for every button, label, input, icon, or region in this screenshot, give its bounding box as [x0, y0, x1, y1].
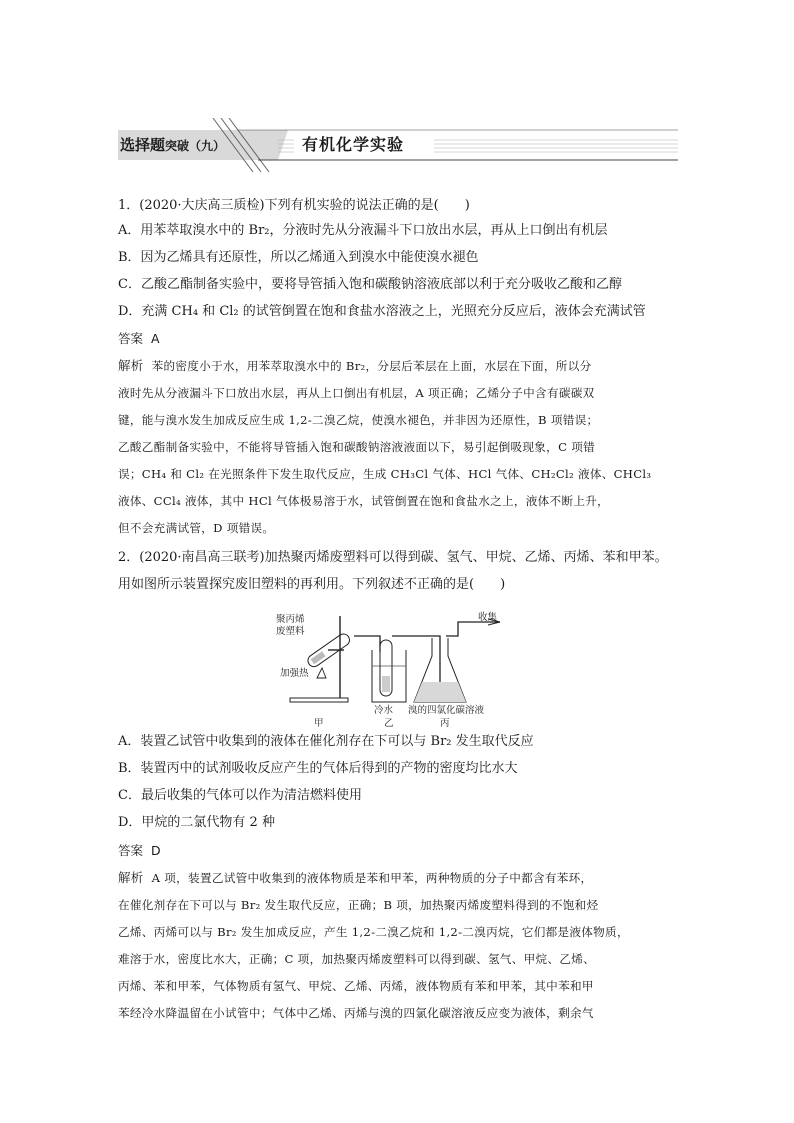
q2-option-c: C．最后收集的气体可以作为清洁燃料使用	[118, 788, 362, 803]
banner-tag-main: 选择题	[120, 136, 166, 154]
label-bromine: 溴的四氯化碳溶液	[408, 705, 485, 716]
apparatus-figure	[262, 610, 532, 728]
q1-explain-line-7: 但不会充满试管，D 项错误。	[118, 521, 275, 535]
q1-option-b: B．因为乙烯具有还原性，所以乙烯通入到溴水中能使溴水褪色	[118, 250, 479, 265]
q1-explain-line-6: 液体、CCl₄ 液体，其中 HCl 气体极易溶于水，试管倒置在饱和食盐水之上，液体不断上升，	[118, 494, 610, 508]
label-jia: 甲	[314, 718, 324, 728]
q2-explain-line-1	[118, 869, 592, 887]
flame	[317, 668, 326, 678]
q1-answer	[118, 330, 160, 348]
q2-explain-text-1: A 项，装置乙试管中收集到的液体物质是苯和甲苯，两种物质的分子中都含有苯环，	[151, 871, 593, 885]
label-bing: 丙	[440, 718, 450, 728]
q1-explain-line-2: 液时先从分液漏斗下口放出水层，再从上口倒出有机层，A 项正确；乙烯分子中含有碳碳双	[118, 386, 595, 400]
q1-answer-value: A	[151, 331, 160, 346]
q1-answer-label: 答案	[118, 331, 144, 346]
q1-explain-line-1	[118, 357, 592, 375]
label-yi: 乙	[384, 718, 394, 728]
q1-option-c: C．乙酸乙酯制备实验中，要将导管插入饱和碳酸钠溶液底部以利于充分吸收乙酸和乙醇	[118, 277, 622, 292]
label-heat: 加强热	[280, 668, 309, 679]
label-collect: 收集	[478, 612, 498, 623]
q1-option-d: D．充满 CH₄ 和 Cl₂ 的试管倒置在饱和食盐水溶液之上，光照充分反应后，液体会充满试管	[118, 304, 646, 319]
q2-answer-label: 答案	[118, 843, 144, 858]
q2-explain-line-3: 乙烯、丙烯可以与 Br₂ 发生加成反应，产生 1,2-二溴乙烷和 1,2-二溴丙烷，它们都是液体物质，	[118, 925, 629, 939]
banner-tag	[118, 130, 231, 160]
stand-base	[290, 698, 348, 702]
bromine-solution	[414, 682, 466, 702]
q1-explain-text-1: 苯的密度小于水，用苯萃取溴水中的 Br₂，分层后苯层在上面，水层在下面，所以分	[151, 359, 592, 373]
q2-answer	[118, 842, 161, 860]
q2-option-a: A．装置乙试管中收集到的液体在催化剂存在下可以与 Br₂ 发生取代反应	[118, 734, 534, 749]
q2-option-b: B．装置丙中的试剂吸收反应产生的气体后得到的产物的密度均比水大	[118, 761, 518, 776]
q1-explain-line-4: 乙酸乙酯制备实验中，不能将导管插入饱和碳酸钠溶液液面以下，易引起倒吸现象，C 项错	[118, 440, 596, 454]
q2-stem-line-1: 2．(2020·南昌高三联考)加热聚丙烯废塑料可以得到碳、氢气、甲烷、乙烯、丙烯、苯和甲苯。	[118, 550, 668, 565]
q2-explain-line-4: 难溶于水，密度比水大，正确；C 项，加热聚丙烯废塑料可以得到碳、氢气、甲烷、乙烯、	[118, 952, 596, 966]
page-title: 有机化学实验	[302, 135, 405, 154]
delivery-tube-1	[354, 636, 380, 652]
q2-explain-line-5: 丙烯、苯和甲苯，气体物质有氢气、甲烷、乙烯、丙烯，液体物质有苯和甲苯，其中苯和甲	[118, 979, 594, 993]
q1-option-a: A．用苯萃取溴水中的 Br₂，分液时先从分液漏斗下口放出水层，再从上口倒出有机层	[118, 223, 608, 238]
q2-stem-line-2: 用如图所示装置探究废旧塑料的再利用。下列叙述不正确的是( )	[118, 577, 506, 592]
q1-explain-line-3: 键，能与溴水发生加成反应生成 1,2-二溴乙烷，使溴水褪色，并非因为还原性，B 项错误；	[118, 413, 599, 427]
label-cold-water: 冷水	[374, 705, 394, 716]
q2-explain-line-6: 苯经冷水降温留在小试管中；气体中乙烯、丙烯与溴的四氯化碳溶液反应变为液体，剩余气	[118, 1006, 594, 1020]
section-banner	[118, 118, 678, 172]
q2-option-d: D．甲烷的二氯代物有 2 种	[118, 815, 275, 830]
q2-explain-line-2: 在催化剂存在下可以与 Br₂ 发生取代反应，正确；B 项，加热聚丙烯废塑料得到的不饱和烃	[118, 898, 599, 912]
q2-answer-value: D	[151, 843, 161, 858]
q1-explain-line-5: 误；CH₄ 和 Cl₂ 在光照条件下发生取代反应，生成 CH₃Cl 气体、HCl 气体、CH₂Cl₂ 液体、CHCl₃	[118, 467, 652, 481]
q2-explain-label: 解析	[118, 870, 144, 885]
delivery-tube-2	[392, 636, 440, 690]
q1-stem: 1．(2020·大庆高三质检)下列有机实验的说法正确的是( )	[118, 198, 470, 213]
q1-explain-label: 解析	[118, 358, 144, 373]
banner-tag-small: 突破（九）	[165, 139, 226, 153]
label-plastic-1: 聚丙烯	[276, 614, 305, 625]
label-plastic-2: 废塑料	[276, 626, 305, 637]
